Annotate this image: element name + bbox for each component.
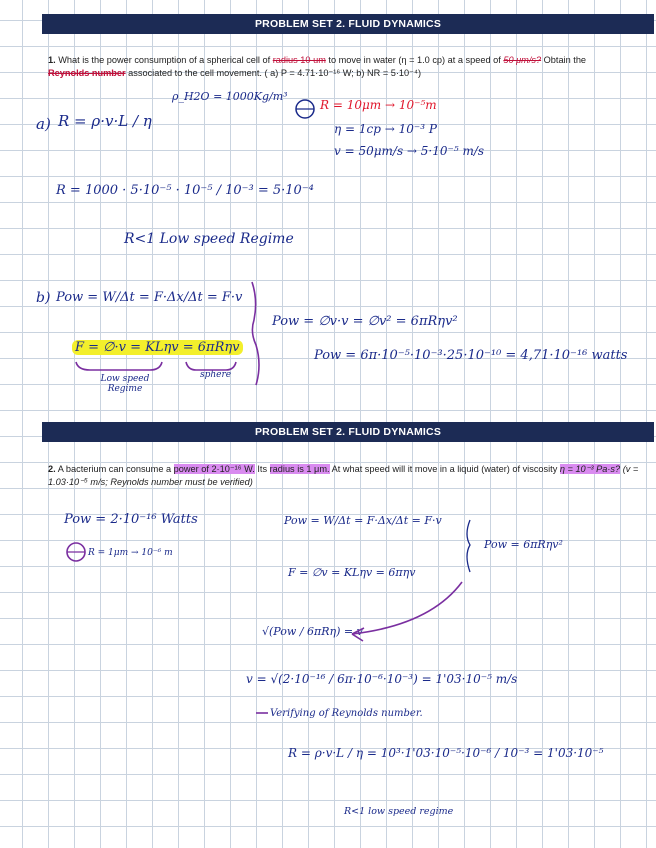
low-speed-note: Low speed Regime [100,374,150,394]
underbrace-low-speed [76,362,162,370]
bacterium-sketch [67,543,85,561]
part-a-label: a) [36,115,51,133]
problem1-statement [48,54,618,80]
problem2-banner: PROBLEM SET 2. FLUID DYNAMICS [42,422,654,442]
verify-note: Verifying of Reynolds number. [270,708,423,719]
statement-reynolds: Reynolds number [48,68,126,78]
given-power: Pow = 2·10⁻¹⁶ Watts [64,512,198,527]
statement-viscosity: η = 10⁻³ Pa·s? [559,464,621,474]
given-radius: R = 1μm → 10⁻⁶ m [88,548,173,558]
reynolds-calculation: R = 1000 · 5·10⁻⁵ · 10⁻⁵ / 10⁻³ = 5·10⁻⁴ [56,183,314,198]
statement-answers: associated to the cell movement. ( a) P = 4.71·10⁻¹⁶ W; b) NR = 5·10⁻⁴) [128,68,422,78]
regime-note: R<1 Low speed Regime [124,231,294,247]
given-radius: R = 10μm → 10⁻⁵m [320,98,437,112]
power-result: Pow = 6π·10⁻⁵·10⁻³·25·10⁻¹⁰ = 4,71·10⁻¹⁶ watts [314,348,628,363]
density-note: ρ_H2O = 1000Kg/m³ [172,90,288,103]
given-viscosity: η = 1cp → 10⁻³ P [334,122,437,136]
underbrace-sphere [186,362,236,370]
statement-text: At what speed will it move in a liquid (water) of viscosity [331,464,558,474]
force-equation: F = ∅v = KLηv = 6πηv [288,566,416,579]
statement-text: Its [257,464,268,474]
problem1-banner: PROBLEM SET 2. FLUID DYNAMICS [42,14,654,34]
sphere-note: sphere [200,370,232,380]
statement-speed: 50 μm/s? [503,55,542,65]
power-formula: Pow = W/Δt = F·Δx/Δt = F·v [284,514,442,527]
arrow-curve [352,582,462,634]
statement-answers: (v = 1.03·10⁻⁵ m/s; Reynolds number must be verified) [48,464,639,487]
given-speed: v = 50μm/s → 5·10⁻⁵ m/s [334,144,485,158]
power-equation-2: Pow = ∅v·v = ∅v² = 6πRηv² [272,314,458,329]
brace [252,282,259,385]
statement-radius: radius is 1 μm. [269,464,330,474]
cell-sketch [296,100,314,118]
brace-2 [467,520,470,572]
power-equation: Pow = 6πRηv² [484,538,563,551]
statement-text: What is the power consumption of a spherical cell of [58,55,271,65]
speed-expression: √(Pow / 6πRη) = v [262,625,363,638]
power-formula: Pow = W/Δt = F·Δx/Δt = F·v [56,290,243,305]
statement-text: Obtain the [543,55,587,65]
reynolds-formula: R = ρ·v·L / η [58,112,152,130]
statement-radius: radius 10 um [272,55,326,65]
force-equation: F = ∅·v = KLηv = 6πRηv [72,340,243,355]
statement-power: power of 2·10⁻¹⁶ W. [173,464,255,474]
statement-text: to move in water (η = 1.0 cp) at a speed of [328,55,501,65]
reynolds-calculation: R = ρ·v·L / η = 10³·1'03·10⁻⁵·10⁻⁶ / 10⁻³ = 1'03·10⁻⁵ [288,746,604,760]
regime-note: R<1 low speed regime [344,806,454,817]
part-b-label: b) [36,290,51,306]
question-number: 2. [48,464,56,474]
question-number: 1. [48,55,56,65]
speed-calculation: v = √(2·10⁻¹⁶ / 6π·10⁻⁶·10⁻³) = 1'03·10⁻⁵ m/s [246,672,518,686]
statement-text: A bacterium can consume a [57,464,172,474]
problem2-statement [48,463,648,489]
